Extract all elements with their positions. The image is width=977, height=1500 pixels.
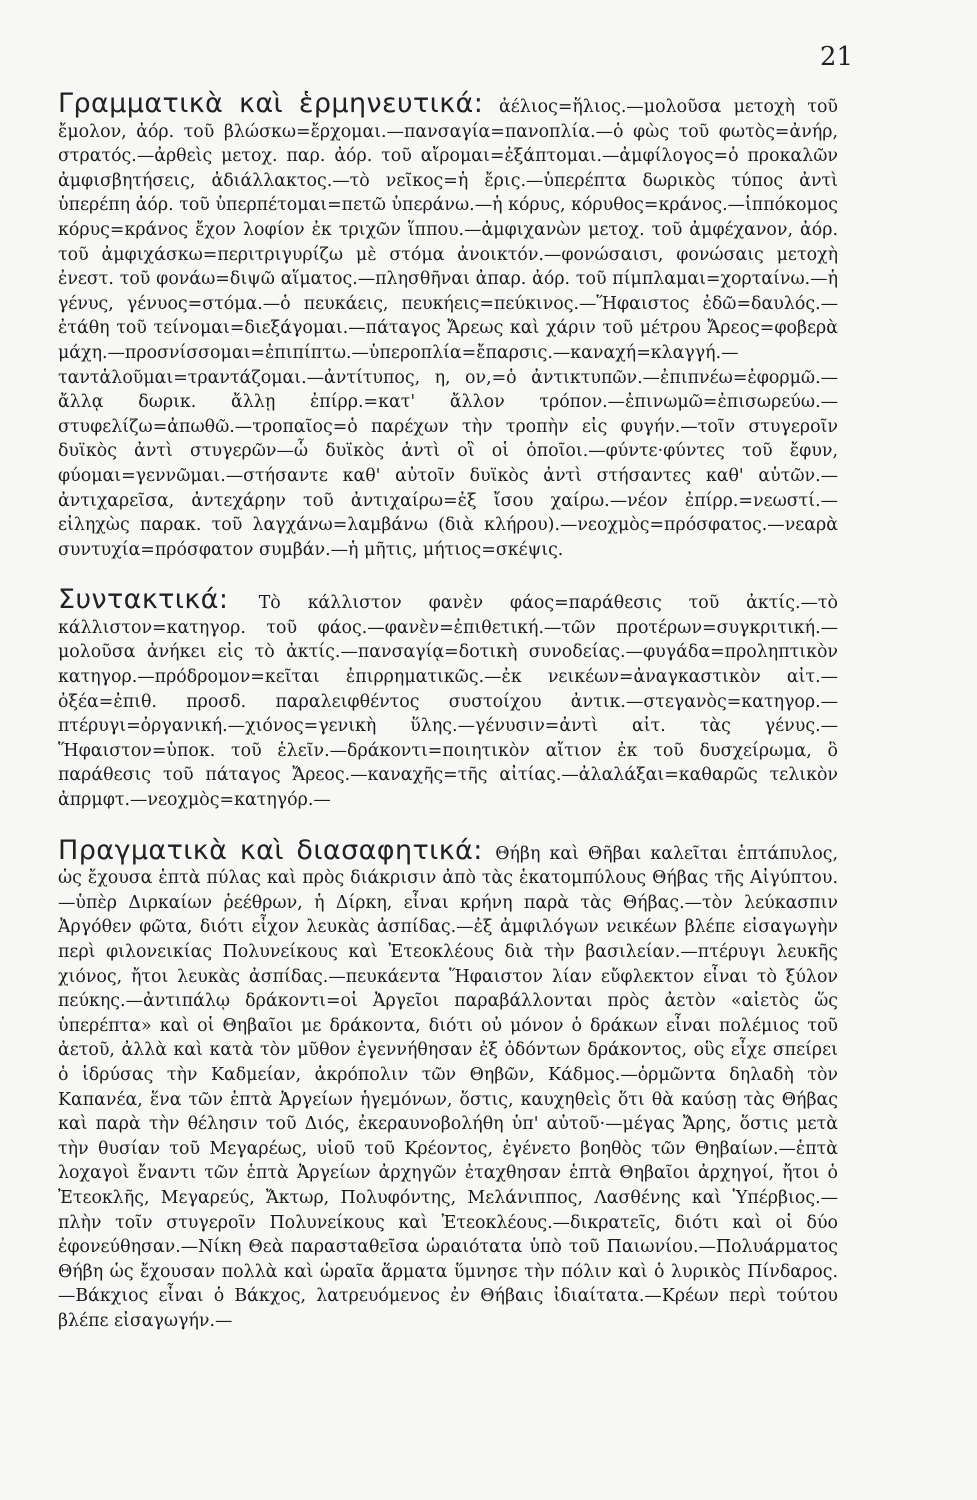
section-body: Τὸ κάλλιστον φανὲν φάος=παράθεσις τοῦ ἀκτίς.—τὸ κάλλιστον=κατηγορ. τοῦ φάος.—φανὲν=ἐπιθετική.—τῶν προτέρων=συγκριτική.—μολοῦσα ἀνήκει εἰς τὸ ἀκτίς.—πανσαγίᾳ=δοτικὴ συνοδείας.—φυγάδα=προληπτικὸν κατηγορ.—πρόδρομον=κεῖται ἐπιρρηματικῶς.—ἐκ νεικέων=ἀναγκαστικὸν αἰτ.—ὀξέα=ἐπιθ. προσδ. παραλειφθέντος συστοίχου ἀντικ.—στεγανὸς=κατηγορ.—πτέρυγι=ὀργανική.—χιόνος=γενικὴ ὕλης.—γένυσιν=ἀντὶ αἰτ. τὰς γένυς.—Ἥφαιστον=ὑποκ. τοῦ ἑλεῖν.—δράκοντι=ποιητικὸν αἴτιον ἐκ τοῦ δυσχείρωμα, ὃ παράθεσις τοῦ πάταγος Ἄρεος.—καναχῆς=τῆς αἰτίας.—ἀλαλάξαι=καθαρῶς τελικὸν ἀπρμφτ.—νεοχμὸς=κατηγόρ.— (58, 593, 838, 811)
section-body: Θήβη καὶ Θῆβαι καλεῖται ἑπτάπυλος, ὡς ἔχουσα ἑπτὰ πύλας καὶ πρὸς διάκρισιν ἀπὸ τὰς ἑκατομπύλους Θήβας τῆς Αἰγύπτου.—ὑπὲρ Διρκαίων ῥεέθρων, ἡ Δίρκη, εἶναι κρήνη παρὰ τὰς Θήβας.—τὸν λεύκασπιν Ἀργόθεν φῶτα, διότι εἶχον λευκὰς ἀσπίδας.—ἐξ ἀμφιλόγων νεικέων βλέπε εἰσαγωγὴν περὶ φιλονεικίας Πολυνείκους καὶ Ἐτεοκλέους διὰ τὴν βασιλείαν.—πτέρυγι λευκῆς χιόνος, ἤτοι λευκὰς ἀσπίδας.—πευκάεντα Ἥφαιστον λίαν εὔφλεκτον εἶναι τὸ ξύλον πεύκης.—ἀντιπάλῳ δράκοντι=οἱ Ἀργεῖοι παραβάλλονται πρὸς ἀετὸν «αἰετὸς ὥς ὑπερέπτα» καὶ οἱ Θηβαῖοι με δράκοντα, διότι οὐ μόνον ὁ δράκων εἶναι πολέμιος τοῦ ἀετοῦ, ἀλλὰ καὶ κατὰ τὸν μῦθον ἐγεννήθησαν ἐξ ὀδόντων δράκοντος, οὓς εἶχε σπείρει ὁ ἱδρύσας τὴν Καδμείαν, ἀκρόπολιν τῶν Θηβῶν, Κάδμος.—ὁρμῶντα δηλαδὴ τὸν Καπανέα, ἕνα τῶν ἑπτὰ Ἀργείων ἡγεμόνων, ὅστις, καυχηθεὶς ὅτι θὰ καύσῃ τὰς Θήβας καὶ παρὰ τὴν θέλησιν τοῦ Διός, ἐκεραυνοβολήθη ὑπ' αὐτοῦ·—μέγας Ἄρης, ὅστις μετὰ τὴν θυσίαν τοῦ Μεγαρέως, υἱοῦ τοῦ Κρέοντος, ἐγένετο βοηθὸς τῶν Θηβαίων.—ἑπτὰ λοχαγοὶ ἔναντι τῶν ἑπτὰ Ἀργείων ἀρχηγῶν ἐταχθησαν ἑπτὰ Θηβαῖοι ἀρχηγοί, ἤτοι ὁ Ἐτεοκλῆς, Μεγαρεύς, Ἄκτωρ, Πολυφόντης, Μελάνιππος, Λασθένης καὶ Ὑπέρβιος.—πλὴν τοῖν στυγεροῖν Πολυνείκους καὶ Ἐτεοκλέους.—δικρατεῖς, διότι καὶ οἱ δύο ἐφονεύθησαν.—Νίκη Θεὰ παρασταθεῖσα ὡραιότατα ὑπὸ τοῦ Παιωνίου.—Πολυάρματος Θήβη ὡς ἔχουσαν πολλὰ καὶ ὡραῖα ἅρματα ὕμνησε τὴν πόλιν καὶ ὁ λυρικὸς Πίνδαρος.—Βάκχιος εἶναι ὁ Βάκχος, λατρευόμενος ἐν Θήβαις ἰδιαίτατα.—Κρέων περὶ τούτου βλέπε εἰσαγωγήν.— (58, 843, 838, 1331)
section-heading: Γραμματικὰ καὶ ἑρμηνευτικά: (58, 88, 500, 119)
section-grammar (58, 88, 838, 562)
page-number: 21 (819, 42, 853, 72)
section-factual (58, 834, 838, 1334)
section-syntax (58, 584, 838, 812)
section-heading: Συντακτικά: (58, 584, 259, 616)
page-content (58, 88, 838, 1360)
section-heading: Πραγματικὰ καὶ διασαφητικά: (58, 834, 496, 866)
section-body: ἀέλιος=ἥλιος.—μολοῦσα μετοχὴ τοῦ ἔμολον, ἀόρ. τοῦ βλώσκω=ἔρχομαι.—πανσαγία=πανοπλία.—ὁ φὼς τοῦ φωτὸς=ἀνήρ, στρατός.—ἀρθεὶς μετοχ. παρ. ἀόρ. τοῦ αἴρομαι=ἐξάπτομαι.—ἀμφίλογος=ὁ προκαλῶν ἀμφισβητήσεις, ἀδιάλλακτος.—τὸ νεῖκος=ἡ ἔρις.—ὑπερέπτα δωρικὸς τύπος ἀντὶ ὑπερέπη ἀόρ. τοῦ ὑπερπέτομαι=πετῶ ὑπεράνω.—ἡ κόρυς, κόρυθος=κράνος.—ἱππόκομος κόρυς=κράνος ἔχον λοφίον ἐκ τριχῶν ἵππου.—ἀμφιχανὼν μετοχ. τοῦ ἀμφέχανον, ἀόρ. τοῦ ἀμφιχάσκω=περιτριγυρίζω μὲ στόμα ἀνοικτόν.—φονώσαισι, φονώσαις μετοχὴ ἐνεστ. τοῦ φονάω=διψῶ αἵματος.—πλησθῆναι ἀπαρ. ἀόρ. τοῦ πίμπλαμαι=χορταίνω.—ἡ γένυς, γένυος=στόμα.—ὁ πευκάεις, πευκήεις=πεύκινος.—Ἥφαιστος ἐδῶ=δαυλός.—ἐτάθη τοῦ τείνομαι=διεξάγομαι.—πάταγος Ἄρεως καὶ χάριν τοῦ μέτρου Ἄρεος=φοβερὰ μάχη.—προσνίσσομαι=ἐπιπίπτω.—ὑπεροπλία=ἔπαρσις.—καναχή=κλαγγή.—ταντἁλοῦμαι=τραντάζομαι.—ἀντίτυπος, η, ον,=ὁ ἀντικτυπῶν.—ἐπιπνέω=ἐφορμῶ.—ἄλλᾳ δωρικ. ἄλλῃ ἐπίρρ.=κατ' ἄλλον τρόπον.—ἐπινωμῶ=ἐπισωρεύω.—στυφελίζω=ἀπωθῶ.—τροπαῖος=ὁ παρέχων τὴν τροπὴν εἰς φυγήν.—τοῖν στυγεροῖν δυϊκὸς ἀντὶ στυγερῶν—ὧ δυϊκὸς ἀντὶ οἳ οἱ ὁποῖοι.—φύντε·φύντες τοῦ ἔφυν, φύομαι=γεννῶμαι.—στήσαντε καθ' αὐτοῖν δυϊκὸς ἀντὶ στήσαντες καθ' αὑτῶν.—ἀντιχαρεῖσα, ἀντεχάρην τοῦ ἀντιχαίρω=ἐξ ἴσου χαίρω.—νέον ἐπίρρ.=νεωστί.—εἰληχὼς παρακ. τοῦ λαγχάνω=λαμβάνω (διὰ κλήρου).—νεοχμὸς=πρόσφατος.—νεαρὰ συντυχία=πρόσφατον συμβάν.—ἡ μῆτις, μήτιος=σκέψις. (58, 97, 838, 560)
